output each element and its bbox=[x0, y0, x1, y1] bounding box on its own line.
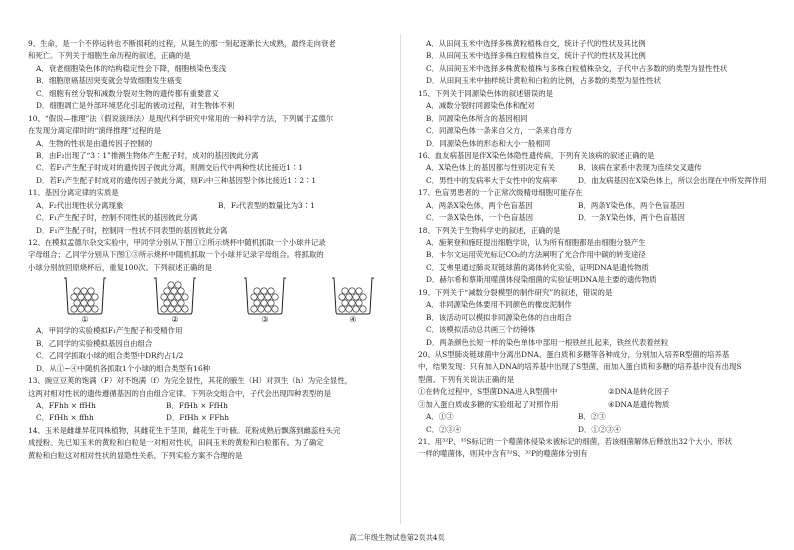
beaker-4-label: ④ bbox=[349, 315, 357, 325]
q11-option-d: D．F₁产生配子时，控制同一性状不同表型的基因彼此分离 bbox=[36, 225, 228, 235]
q12-stem-2: 字母组合；乙同学分别从下图①③所示烧杯中随机抓取一个小球并记录字母组合。将抓取的 bbox=[28, 250, 324, 260]
q16-option-d: D．血友病基因在X染色体上，所以会出现在中所发挥作用 bbox=[578, 175, 767, 185]
q14-option-d: D．从田间玉米中抽样统计黄粒和白粒的比例，占多数的类型为显性性状 bbox=[426, 76, 662, 86]
page-footer: 高二年级生物试卷第2页共4页 bbox=[349, 533, 445, 542]
q12-option-b: B．乙同学的实验模拟基因自由组合 bbox=[36, 338, 153, 348]
q13-option-c: C．FfHh × ffhh bbox=[36, 413, 94, 423]
q16-options-ab bbox=[418, 162, 768, 174]
q19-option-d: D．两条颜色长短一样的染色单体中部用一根铁丝扎起来，铁丝代表着丝粒 bbox=[426, 337, 669, 347]
q20-statement-1: ①在转化过程中，S型菌DNA进入R型菌中 bbox=[418, 387, 558, 397]
q17-option-c: C．一条X染色体，一个色盲基因 bbox=[426, 213, 533, 223]
q11-option-a: A．F₂代出现性状分离现象 bbox=[36, 200, 124, 210]
left-column bbox=[28, 38, 388, 462]
q20-statement-3: ③加入蛋白质或多糖的实验组起了对照作用 bbox=[418, 399, 559, 409]
q12-stem-3: 小球分别放回原烧杯后，重复100次。下列叙述正确的是 bbox=[28, 262, 213, 272]
q19-option-b: B．该活动可以模拟非同源染色体的自由组合 bbox=[426, 312, 572, 322]
q20-statement-4: ④DNA是遗传物质 bbox=[608, 399, 670, 409]
q20-option-b: B．②③ bbox=[578, 412, 606, 422]
q9-stem-1: 9、生命，是一个不停运转也不断损耗的过程，从诞生的那一刻起逐渐长大成熟，最终走向衰老 bbox=[28, 39, 336, 48]
q17-options-cd bbox=[418, 212, 768, 224]
q14-stem-2: 成授粉。先已知玉米的黄粒和白粒是一对相对性状，田间玉米的黄粒和白粒都有。为了确定 bbox=[28, 438, 324, 448]
q12-option-a: A．甲同学的实验模拟F₁产生配子和受精作用 bbox=[36, 326, 183, 336]
q15-stem: 15、下列关于同源染色体的叙述错误的是 bbox=[418, 88, 554, 98]
beaker-1-label: ① bbox=[81, 315, 89, 325]
q11-stem: 11、基因分离定律的实质是 bbox=[28, 188, 119, 198]
q9-option-d: D．细胞凋亡是外部环境恶化引起的被动过程，对生物体不利 bbox=[36, 101, 235, 111]
q15-option-a: A．减数分裂时同源染色体和配对 bbox=[426, 101, 535, 111]
q13-stem-1: 13、豌豆豆荚的饱满（F）对不饱满（f）为完全显性，其花的腋生（H）对顶生（h）为完全显性， bbox=[28, 376, 353, 386]
beaker-2-icon bbox=[146, 276, 204, 316]
q11-option-b: B．F₂代表型的数量比为3∶1 bbox=[218, 200, 315, 210]
q14-stem-3: 黄粒和白粒这对相对性状的显隐性关系，下列实验方案不合理的是 bbox=[28, 450, 243, 460]
q13-options-ab bbox=[28, 400, 388, 412]
q15-option-d: D．同源染色体的形态和大小一般相同 bbox=[426, 138, 551, 148]
q20-stem-3: 型菌。下列有关说法正确的是 bbox=[418, 374, 515, 384]
beaker-3-icon bbox=[236, 276, 294, 316]
q20-option-c: C．②③④ bbox=[426, 424, 462, 434]
q17-stem: 17、色盲男患者的一个正常次级精母细胞可能存在 bbox=[418, 188, 583, 198]
q13-option-d: D．FfHh × FFhh bbox=[166, 413, 230, 423]
q13-stem-2: 这两对相对性状的遗传遵循基因的自由组合定律。下列杂交组合中，子代会出现四种表型的是 bbox=[28, 388, 332, 398]
q14-option-c: C．从田间玉米中选择多株黄粒植株与多株白粒植株杂交，子代中占多数的的类型为显性性状 bbox=[426, 63, 728, 73]
q17-option-b: B．两条Y染色体，两个色盲基因 bbox=[578, 200, 685, 210]
beaker-2-label: ② bbox=[171, 315, 179, 325]
beaker-1-icon bbox=[56, 276, 114, 316]
q15-option-c: C．同源染色体一条来自父方，一条来自母方 bbox=[426, 126, 573, 136]
q10-stem-1: 10、“假说—推理”法（假说演绎法）是现代科学研究中常用的一种科学方法，下列属于孟德尔 bbox=[28, 113, 334, 123]
beaker-4-icon bbox=[324, 276, 382, 316]
q10-option-a: A．生物的性状是由遗传因子控制的 bbox=[36, 138, 153, 148]
q20-statement-2: ②DNA是转化因子 bbox=[608, 387, 670, 397]
q20-option-d: D．①②③④ bbox=[578, 424, 621, 434]
beaker-3-label: ③ bbox=[261, 315, 269, 325]
column-divider bbox=[400, 34, 401, 524]
q20-stem-2: 中，结果发现：只有加入DNA的培养基中出现了S型菌，而加入蛋白质和多糖的培养基中没有出现S bbox=[418, 362, 742, 372]
q20-options-ab bbox=[418, 411, 768, 423]
q18-option-a: A．施莱登和施旺提出细胞学说，认为所有细胞都是由细胞分裂产生 bbox=[426, 238, 646, 247]
q15-option-b: B．同源染色体所含的基因相同 bbox=[426, 113, 528, 123]
q11-options-ab bbox=[28, 200, 388, 212]
q10-option-c: C．若F₁产生配子时成对的遗传因子彼此分离，则测交后代中两种性状比接近1∶1 bbox=[36, 163, 304, 173]
q11-option-c: C．F₁产生配子时，控制不同性状的基因彼此分离 bbox=[36, 213, 198, 223]
q9-option-a: A．衰老细胞染色体的结构稳定性会下降，细胞核染色变浅 bbox=[36, 63, 227, 73]
q20-statements-12 bbox=[418, 386, 768, 398]
q20-statements-34 bbox=[418, 399, 768, 411]
q9-option-c: C．细胞有丝分裂和减数分裂对生物的遗传都有重要意义 bbox=[36, 88, 220, 98]
q18-option-c: C．艾弗里通过肺炎双链球菌的离体转化实验，证明DNA是遗传物质 bbox=[426, 262, 649, 272]
q17-options-ab bbox=[418, 200, 768, 212]
q12-option-c: C．乙同学抓取小球的组合类型中DR约占1/2 bbox=[36, 351, 184, 361]
q12-stem-1: 12、在模拟孟德尔杂交实验中，甲同学分别从下图①②所示烧杯中随机抓取一个小球并记录 bbox=[28, 238, 326, 247]
q17-option-a: A．两条X染色体，两个色盲基因 bbox=[426, 200, 533, 210]
q17-option-d: D．一条Y染色体，两个色盲基因 bbox=[578, 213, 685, 223]
q12-option-d: D．从①~④中随机各抓取1个小球的组合类型有16种 bbox=[36, 363, 211, 373]
q10-option-b: B．由F₂出现了“3∶1”推测生物体产生配子时，成对的基因彼此分离 bbox=[36, 150, 259, 160]
q19-option-a: A．非同源染色体要用不同颜色的橡皮泥制作 bbox=[426, 300, 572, 310]
right-column bbox=[418, 38, 768, 461]
q9-option-b: B．细胞原癌基因突变就会导致细胞发生癌变 bbox=[36, 76, 182, 86]
q10-option-d: D．若F₁产生配子时成对的遗传因子彼此分离，则F₂中三种基因型个体比接近1∶2∶1 bbox=[36, 175, 317, 185]
q16-stem: 16、血友病基因是伴X染色体隐性遗传病，下列有关该病的叙述正确的是 bbox=[418, 150, 655, 160]
q18-stem: 18、下列关于生物科学史的叙述，正确的是 bbox=[418, 225, 561, 235]
q20-option-a: A．①③ bbox=[426, 412, 454, 422]
q16-option-a: A．X染色体上的基因都与性别决定有关 bbox=[426, 163, 555, 173]
q20-stem-1: 20、从S型肺炎链球菌中分离出DNA、蛋白质和多糖等各种成分，分别加入培养R型菌的培养基 bbox=[418, 349, 730, 359]
q14-option-a: A．从田间玉米中选择多株黄粒植株自交，统计子代的性状及其比例 bbox=[426, 39, 646, 48]
q13-option-a: A．FFhh × ffHh bbox=[36, 400, 96, 410]
q10-stem-2: 在发现分离定律时的“演绎推理”过程的是 bbox=[28, 126, 162, 136]
q13-options-cd bbox=[28, 412, 388, 424]
q16-options-cd bbox=[418, 175, 768, 187]
q9-stem-2: 和死亡。下列关于细胞生命历程的叙述，正确的是 bbox=[28, 51, 191, 61]
q13-option-b: B．FfHh × FfHh bbox=[166, 400, 228, 410]
q19-option-c: C．该模拟活动总共画三个纺锤体 bbox=[426, 325, 536, 335]
q14-stem-1: 14、玉米是雌雄异花同株植物，其雌花生于茎顶，雌花生于叶腋。花粉成熟后飘落到雌蕊柱头完 bbox=[28, 425, 341, 435]
q21-stem-1: 21、用³²P、³⁵S标记的一个噬菌体侵染未被标记的细菌，若该细菌解体后释放出32个大小、形状 bbox=[418, 437, 733, 446]
q21-stem-2: 一样的噬菌体，则其中含有³²S、³²P的噬菌体分别有 bbox=[418, 449, 588, 459]
q14-option-b: B．从田间玉米中选择多株白粒植株自交，统计子代的性状及其比例 bbox=[426, 51, 646, 61]
q16-option-b: B．该病在家系中表现为连续交叉遗传 bbox=[578, 163, 702, 173]
q20-options-cd bbox=[418, 424, 768, 436]
q18-option-b: B．卡尔文运用荧光标记CO₂的方法阐明了光合作用中碳的转变途径 bbox=[426, 250, 646, 260]
q18-option-d: D．赫尔希和蔡斯用噬菌体侵染细菌的实验证明DNA是主要的遗传物质 bbox=[426, 275, 657, 285]
q19-stem: 19、下列关于“减数分裂模型的制作研究”的叙述，错误的是 bbox=[418, 287, 613, 297]
beaker-figure bbox=[28, 276, 388, 324]
q16-option-c: C．男性中的发病率大于女性中的发病率 bbox=[426, 175, 558, 185]
